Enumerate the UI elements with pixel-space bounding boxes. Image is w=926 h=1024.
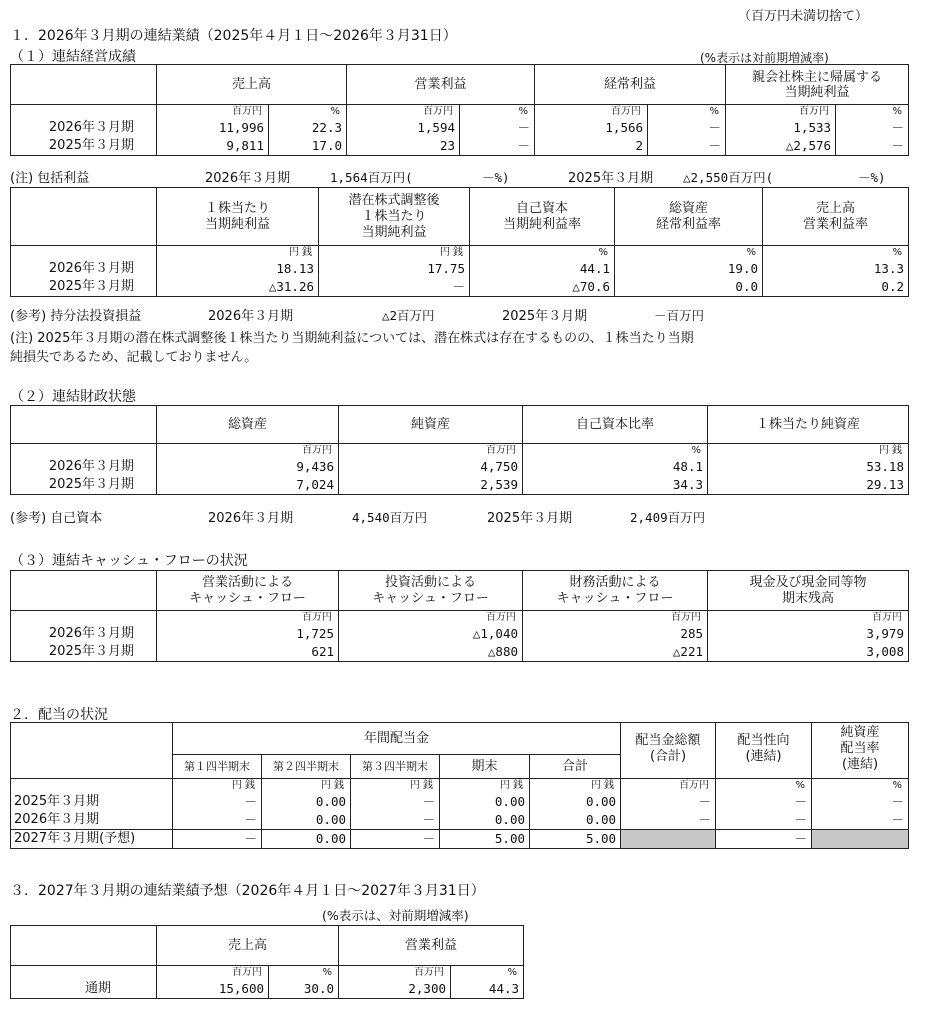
cell-value: － — [836, 119, 909, 137]
unit-label: % — [812, 779, 909, 794]
cell-value: 34.3 — [523, 476, 708, 495]
header-sales: 売上高 — [157, 65, 347, 105]
subsection-operating-results-title: （１）連結経営成績 — [10, 49, 136, 65]
header-net-income: 親会社株主に帰属する 当期純利益 — [726, 65, 909, 105]
unit-label: 百万円 — [708, 611, 909, 626]
cell-value: － — [460, 119, 535, 137]
header-q1: 第１四半期末 — [173, 755, 262, 779]
cell-value: － — [621, 811, 716, 830]
own-capital-value-2: 2,409百万円 — [630, 510, 706, 525]
cell-value: 621 — [157, 643, 339, 662]
unit-label: 円 銭 — [530, 779, 621, 794]
cell-value: 53.18 — [708, 458, 909, 476]
table-row — [11, 643, 909, 662]
comprehensive-period-2: 2025年３月期 — [568, 171, 654, 186]
cell-value: 5.00 — [440, 830, 530, 849]
cell-value: 1,594 — [347, 119, 460, 137]
unit-pct: % — [460, 105, 535, 120]
unit-amt: 百万円 — [726, 105, 836, 120]
header-bps: １株当たり純資産 — [708, 406, 909, 444]
cell-value: 44.3 — [451, 980, 524, 999]
cell-value: 1,566 — [535, 119, 648, 137]
equity-method-value-1: △2百万円 — [382, 308, 435, 323]
financial-position-title: （２）連結財政状態 — [10, 389, 136, 405]
cell-value: 0.00 — [530, 811, 621, 830]
unit-label: % — [615, 246, 763, 261]
unit-label: 百万円 — [157, 966, 269, 981]
section-1-title: １．2026年３月期の連結業績（2025年４月１日～2026年３月31日） — [10, 28, 457, 44]
cell-value: 19.0 — [615, 260, 763, 278]
unit-pct: % — [269, 105, 347, 120]
unit-label: 円 銭 — [157, 246, 319, 261]
cell-value: 17.75 — [319, 260, 470, 278]
equity-method-value-2: －百万円 — [654, 308, 705, 323]
unit-amt: 百万円 — [347, 105, 460, 120]
cell-value: － — [716, 793, 812, 811]
comprehensive-value-2: △2,550百万円( — [683, 170, 774, 185]
comprehensive-income-label: (注) 包括利益 — [10, 171, 90, 186]
cell-value: 0.00 — [262, 811, 351, 830]
cell-value: 44.1 — [470, 260, 615, 278]
cell-value: 17.0 — [269, 137, 347, 156]
cell-value: 5.00 — [530, 830, 621, 849]
cell-value: － — [716, 830, 812, 849]
row-label: 2026年３月期 — [11, 458, 157, 476]
cell-value: △221 — [523, 643, 708, 662]
cash-flow-table — [10, 570, 909, 662]
cell-value: 0.00 — [262, 830, 351, 849]
unit-label: 円 銭 — [351, 779, 440, 794]
row-label: 2026年３月期 — [11, 260, 157, 278]
unit-label: % — [523, 444, 708, 459]
cell-value: 0.00 — [262, 793, 351, 811]
unit-label: 円 銭 — [262, 779, 351, 794]
header-cash-balance: 現金及び現金同等物 期末残高 — [708, 571, 909, 611]
table-row — [11, 458, 909, 476]
cell-value: － — [351, 793, 440, 811]
dividends-table — [10, 722, 909, 849]
unit-pct: % — [648, 105, 726, 120]
cell-value: 9,811 — [157, 137, 269, 156]
unit-label: 円 銭 — [440, 779, 530, 794]
dividends-title: ２．配当の状況 — [10, 707, 108, 723]
comprehensive-pct-2: －%) — [858, 170, 886, 185]
header-ordinary-profit: 経常利益 — [535, 65, 726, 105]
cell-value: 48.1 — [523, 458, 708, 476]
cell-value: － — [648, 119, 726, 137]
header-forecast-sales: 売上高 — [157, 926, 339, 966]
header-blank — [11, 65, 157, 105]
row-label: 2026年３月期 — [11, 625, 157, 643]
header-payout-ratio: 配当性向 (連結) — [716, 723, 812, 779]
header-investing-cf: 投資活動による キャッシュ・フロー — [339, 571, 523, 611]
unit-label: 円 銭 — [173, 779, 262, 794]
cell-value: － — [716, 811, 812, 830]
unit-label: 百万円 — [339, 444, 523, 459]
own-capital-label: (参考) 自己資本 — [10, 511, 103, 526]
table-row — [11, 830, 909, 849]
row-label: 通期 — [11, 980, 157, 999]
forecast-table — [10, 925, 524, 999]
table-row — [11, 625, 909, 643]
cell-value: 11,996 — [157, 119, 269, 137]
operating-results-table — [10, 64, 909, 156]
header-total-dividend: 配当金総額 (合計) — [621, 723, 716, 779]
cell-value: 15,600 — [157, 980, 269, 999]
table-row — [11, 811, 909, 830]
row-label: 2026年３月期 — [11, 811, 173, 830]
header-eps: １株当たり 当期純利益 — [157, 188, 319, 246]
diluted-eps-note-line-1: (注) 2025年３月期の潜在株式調整後１株当たり当期純利益については、潜在株式は存在するものの、１株当たり当期 — [10, 331, 694, 346]
header-financing-cf: 財務活動による キャッシュ・フロー — [523, 571, 708, 611]
cell-value: － — [836, 137, 909, 156]
table-row — [11, 980, 524, 999]
cell-value: 2,539 — [339, 476, 523, 495]
cell-value: 3,008 — [708, 643, 909, 662]
header-operating-margin: 売上高 営業利益率 — [763, 188, 909, 246]
cell-value: 1,533 — [726, 119, 836, 137]
row-label: 2025年３月期 — [11, 476, 157, 495]
shaded-cell — [812, 830, 909, 849]
cash-flow-title: （３）連結キャッシュ・フローの状況 — [10, 553, 248, 569]
cell-value: 2,300 — [339, 980, 451, 999]
equity-method-label: (参考) 持分法投資損益 — [10, 309, 142, 324]
unit-label: 百万円 — [523, 611, 708, 626]
unit-label: % — [269, 966, 339, 981]
comprehensive-pct-1: －%) — [482, 170, 510, 185]
cell-value: △2,576 — [726, 137, 836, 156]
header-total-assets: 総資産 — [157, 406, 339, 444]
unit-note: （百万円未満切捨て） — [738, 9, 869, 24]
cell-value: － — [621, 793, 716, 811]
cell-value: － — [319, 278, 470, 297]
cell-value: 0.0 — [615, 278, 763, 297]
row-label: 2026年３月期 — [11, 119, 157, 137]
equity-method-period-2: 2025年３月期 — [502, 309, 588, 324]
row-label: 2025年３月期 — [11, 278, 157, 297]
cell-value: 1,725 — [157, 625, 339, 643]
cell-value: 4,750 — [339, 458, 523, 476]
cell-value: 0.00 — [440, 793, 530, 811]
cell-value: 2 — [535, 137, 648, 156]
cell-value: △31.26 — [157, 278, 319, 297]
unit-label: 百万円 — [157, 611, 339, 626]
header-total: 合計 — [530, 755, 621, 779]
cell-value: 0.00 — [530, 793, 621, 811]
cell-value: － — [351, 830, 440, 849]
unit-label: 円 銭 — [708, 444, 909, 459]
header-forecast-operating-profit: 営業利益 — [339, 926, 524, 966]
unit-amt: 百万円 — [535, 105, 648, 120]
cell-value: 13.3 — [763, 260, 909, 278]
unit-label: 百万円 — [339, 611, 523, 626]
cell-value: 22.3 — [269, 119, 347, 137]
unit-label: 円 銭 — [319, 246, 470, 261]
cell-value: － — [812, 811, 909, 830]
forecast-percent-note: (%表示は、対前期増減率) — [322, 908, 469, 923]
own-capital-value-1: 4,540百万円 — [352, 510, 428, 525]
cell-value: － — [460, 137, 535, 156]
header-q2: 第２四半期末 — [262, 755, 351, 779]
cell-value: 7,024 — [157, 476, 339, 495]
percent-note: (%表示は対前期増減率) — [700, 51, 829, 65]
unit-pct: % — [836, 105, 909, 120]
header-equity-ratio: 自己資本比率 — [523, 406, 708, 444]
cell-value: 0.00 — [440, 811, 530, 830]
equity-method-period-1: 2026年３月期 — [208, 309, 294, 324]
cell-value: 3,979 — [708, 625, 909, 643]
cell-value: 285 — [523, 625, 708, 643]
unit-label: % — [451, 966, 524, 981]
cell-value: － — [648, 137, 726, 156]
cell-value: 23 — [347, 137, 460, 156]
row-label: 2027年３月期(予想) — [11, 830, 173, 849]
unit-label: 百万円 — [157, 444, 339, 459]
cell-value: △70.6 — [470, 278, 615, 297]
cell-value: △880 — [339, 643, 523, 662]
cell-value: △1,040 — [339, 625, 523, 643]
table-row — [11, 260, 909, 278]
table-row — [11, 793, 909, 811]
table-row — [11, 476, 909, 495]
table-row — [11, 278, 909, 297]
cell-value: 30.0 — [269, 980, 339, 999]
unit-label: 百万円 — [339, 966, 451, 981]
row-label: 2025年３月期 — [11, 793, 173, 811]
forecast-title: ３．2027年３月期の連結業績予想（2026年４月１日～2027年３月31日） — [10, 883, 485, 899]
header-net-assets: 純資産 — [339, 406, 523, 444]
header-roa: 総資産 経常利益率 — [615, 188, 763, 246]
per-share-indicators-table — [10, 187, 909, 297]
shaded-cell — [621, 830, 716, 849]
unit-label: % — [716, 779, 812, 794]
cell-value: 0.2 — [763, 278, 909, 297]
header-diluted-eps: 潜在株式調整後 １株当たり 当期純利益 — [319, 188, 470, 246]
diluted-eps-note-line-2: 純損失であるため、記載しておりません。 — [10, 350, 258, 365]
cell-value: － — [173, 793, 262, 811]
table-row — [11, 119, 909, 137]
cell-value: － — [173, 830, 262, 849]
header-dividend-on-equity: 純資産 配当率 (連結) — [812, 723, 909, 779]
unit-label: % — [763, 246, 909, 261]
cell-value: 18.13 — [157, 260, 319, 278]
own-capital-period-1: 2026年３月期 — [208, 511, 294, 526]
header-operating-profit: 営業利益 — [347, 65, 535, 105]
own-capital-period-2: 2025年３月期 — [487, 511, 573, 526]
header-roe: 自己資本 当期純利益率 — [470, 188, 615, 246]
cell-value: 9,436 — [157, 458, 339, 476]
header-annual-dividend: 年間配当金 — [173, 723, 621, 755]
financial-position-table — [10, 405, 909, 495]
table-row — [11, 137, 909, 156]
header-year-end: 期末 — [440, 755, 530, 779]
unit-amt: 百万円 — [157, 105, 269, 120]
cell-value: － — [351, 811, 440, 830]
row-label: 2025年３月期 — [11, 137, 157, 156]
cell-value: － — [812, 793, 909, 811]
cell-value: － — [173, 811, 262, 830]
cell-value: 29.13 — [708, 476, 909, 495]
header-operating-cf: 営業活動による キャッシュ・フロー — [157, 571, 339, 611]
unit-label: % — [470, 246, 615, 261]
row-label: 2025年３月期 — [11, 643, 157, 662]
header-q3: 第３四半期末 — [351, 755, 440, 779]
unit-label: 百万円 — [621, 779, 716, 794]
comprehensive-value-1: 1,564百万円( — [330, 170, 413, 185]
comprehensive-period-1: 2026年３月期 — [205, 171, 291, 186]
